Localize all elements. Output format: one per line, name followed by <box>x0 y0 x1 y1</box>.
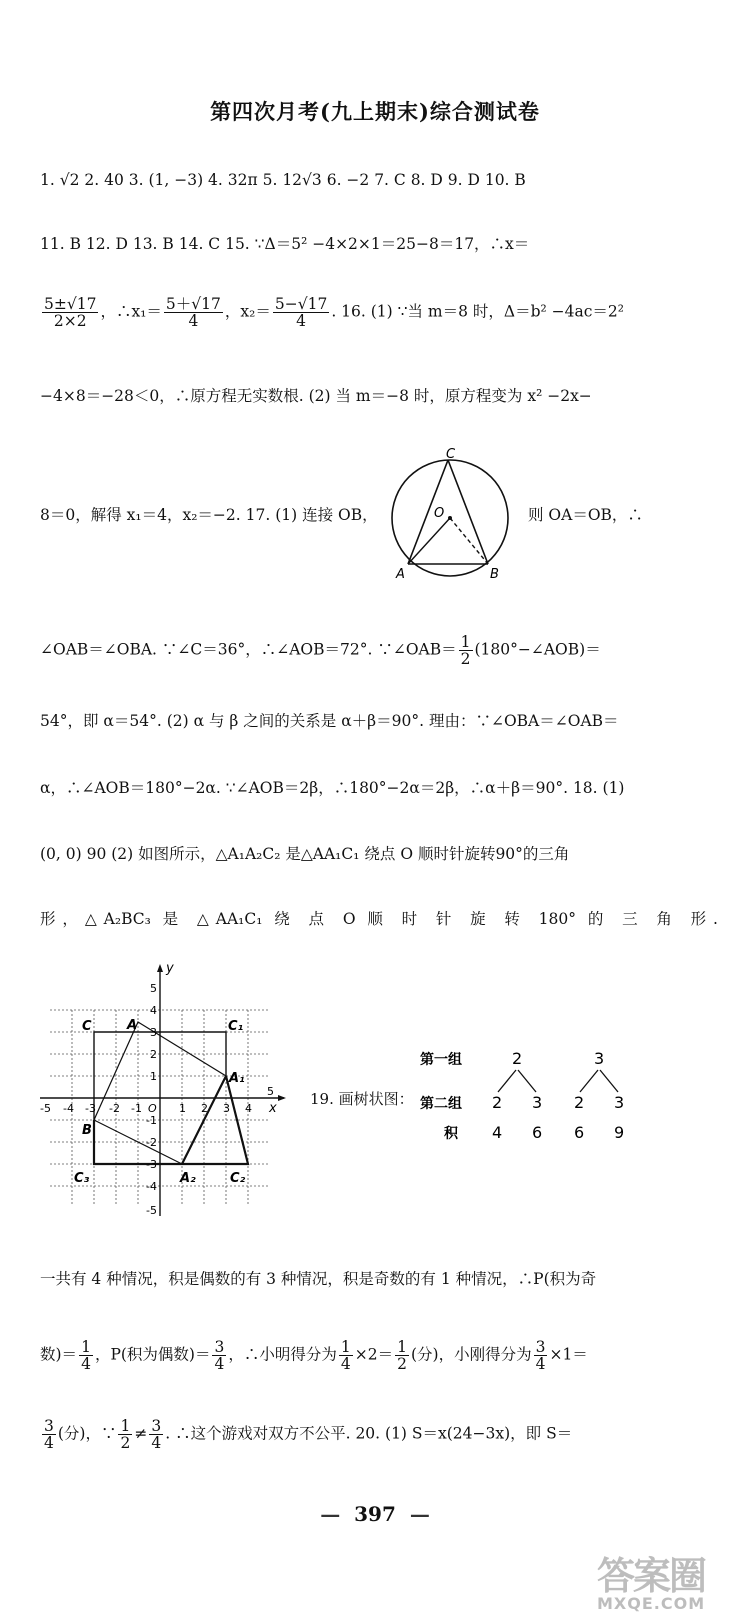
fraction: $\frac{3}{4}$ <box>214 1338 225 1373</box>
y-tick: -3 <box>146 1158 157 1171</box>
answer-line-13: $\frac{3}{4}$ (分)，∵ $\frac{1}{2}$ ≠ $\frac{3}{4}$ . ∴这个游戏对双方不公平. 20. (1) S＝x(24−3x)，即 S＝ <box>44 1417 573 1452</box>
y-tick: -5 <box>146 1204 157 1217</box>
point-label-c3: C₃ <box>74 1171 90 1186</box>
y-tick: 1 <box>150 1070 157 1083</box>
answer-line-8: α，∴∠AOB＝180°−2α. ∵∠AOB＝2β，∴180°−2α＝2β，∴α＋β＝90°. 18. (1) <box>40 779 625 797</box>
point-label-a: A <box>396 567 405 582</box>
tree-node: 2 <box>574 1093 585 1112</box>
x-axis-label: x <box>269 1101 277 1116</box>
fraction: $\frac{5\pm√17}{2\times 2}$ <box>44 295 97 330</box>
y-tick: -2 <box>146 1136 157 1149</box>
answer-line-4: −4×8＝−28＜0，∴原方程无实数根. (2) 当 m＝−8 时，原方程变为 x² −2x− <box>40 387 592 405</box>
y-tick: -4 <box>146 1180 157 1193</box>
answer-line-12: 数)＝ $\frac{1}{4}$ ，P(积为偶数)＝ $\frac{3}{4}$ ，∴小明得分为 $\frac{1}{4}$ ×2＝ $\frac{1}{2}$ (分)，小刚得分为 $\frac{3}{4}$ ×1＝ <box>40 1338 588 1373</box>
tree-product: 6 <box>532 1123 543 1142</box>
point-label-c1: C₁ <box>228 1019 244 1034</box>
x-tick: 3 <box>223 1102 230 1115</box>
point-label-a1: A₁ <box>229 1071 245 1086</box>
fraction: $\frac{1}{2}$ <box>460 633 471 668</box>
answer-line-7: 54°，即 α＝54°. (2) α 与 β 之间的关系是 α＋β＝90°. 理由：∵∠OBA＝∠OAB＝ <box>40 712 619 730</box>
answer-line-9: (0, 0) 90 (2) 如图所示，△A₁A₂C₂ 是△AA₁C₁ 绕点 O 顺时针旋转90°的三角 <box>40 845 570 863</box>
answer-line-2: 11. B 12. D 13. B 14. C 15. ∵Δ＝5² −4×2×1＝25−8＝17，∴x＝ <box>40 235 530 253</box>
tree-node: 3 <box>594 1049 605 1068</box>
x-tick: 2 <box>201 1102 208 1115</box>
tree-node: 2 <box>492 1093 503 1112</box>
tree-product: 4 <box>492 1123 503 1142</box>
point-label-c2: C₂ <box>230 1171 246 1186</box>
point-label-a: A <box>127 1018 138 1033</box>
point-label-a2: A₂ <box>180 1171 196 1186</box>
y-tick: 4 <box>150 1004 157 1017</box>
tree-node: 3 <box>614 1093 625 1112</box>
y-tick: 3 <box>150 1026 157 1039</box>
answer-line-5a: 8＝0，解得 x₁＝4，x₂＝−2. 17. (1) 连接 OB， <box>40 506 378 524</box>
tree-row-label: 第一组 <box>420 1052 462 1068</box>
y-tick: 2 <box>150 1048 157 1061</box>
point-label-b: B <box>490 567 499 582</box>
tree-node: 3 <box>532 1093 543 1112</box>
tree-node: 2 <box>512 1049 523 1068</box>
site-watermark: 答案圈 MXQE.COM <box>597 1554 706 1613</box>
fraction: $\frac{5+√17}{4}$ <box>165 295 221 330</box>
fraction: $\frac{1}{2}$ <box>120 1417 131 1452</box>
coordinate-grid-diagram <box>30 958 300 1248</box>
answer-line-3: $\frac{5\pm√17}{2\times 2}$ ，∴x₁＝ $\frac{5+√17}{4}$ ，x₂＝ $\frac{5-√17}{4}$ . 16. (1) ∵当 m＝8 时，Δ＝b² −4ac＝2² <box>44 295 625 330</box>
point-label-b: B <box>82 1123 92 1138</box>
y-axis-label: y <box>166 961 174 976</box>
x-tick: -3 <box>85 1102 96 1115</box>
tree-diagram <box>420 1048 650 1160</box>
x-tick: -2 <box>109 1102 120 1115</box>
y-tick: 5 <box>150 982 157 995</box>
fraction: $\frac{3}{4}$ <box>44 1417 54 1452</box>
point-label-c: C <box>446 447 456 462</box>
answer-line-11: 一共有 4 种情况，积是偶数的有 3 种情况，积是奇数的有 1 种情况，∴P(积为奇 <box>40 1270 597 1288</box>
answer-line-6: ∠OAB＝∠OBA. ∵∠C＝36°，∴∠AOB＝72°. ∵∠OAB＝ $\frac{1}{2}$ (180°−∠AOB)＝ <box>40 633 601 668</box>
point-label-c: C <box>82 1019 92 1034</box>
x-tick: 5 <box>267 1085 274 1098</box>
tree-caption: 19. 画树状图： <box>310 1090 414 1108</box>
x-tick: 4 <box>245 1102 252 1115</box>
fraction: $\frac{1}{2}$ <box>397 1338 407 1373</box>
fraction: $\frac{3}{4}$ <box>151 1417 162 1452</box>
fraction: $\frac{1}{4}$ <box>81 1338 91 1373</box>
answer-line-5b: 则 OA＝OB，∴ <box>528 506 643 524</box>
answer-line-1: 1. √2 2. 40 3. (1, −3) 4. 32π 5. 12√3 6. −2 7. C 8. D 9. D 10. B <box>40 171 526 189</box>
origin-label: O <box>148 1102 157 1115</box>
page-title: 第四次月考(九上期末)综合测试卷 <box>210 99 540 124</box>
fraction: $\frac{5-√17}{4}$ <box>274 295 328 330</box>
tree-product: 9 <box>614 1123 625 1142</box>
point-label-o: O <box>434 506 445 521</box>
tree-row-label: 第二组 <box>420 1096 462 1112</box>
page-number: — 397 — <box>320 1502 430 1526</box>
circle-diagram <box>388 444 520 584</box>
x-tick: -1 <box>131 1102 142 1115</box>
tree-row-label: 积 <box>444 1126 458 1142</box>
fraction: $\frac{3}{4}$ <box>535 1338 546 1373</box>
x-tick: -4 <box>63 1102 74 1115</box>
answer-line-10: 形，△A₂BC₃ 是 △AA₁C₁ 绕 点 O 顺 时 针 旋 转 180° 的 三 角 形. <box>40 910 718 928</box>
fraction: $\frac{1}{4}$ <box>340 1338 351 1373</box>
x-tick: -5 <box>40 1102 51 1115</box>
y-tick: -1 <box>146 1114 157 1127</box>
tree-product: 6 <box>574 1123 585 1142</box>
x-tick: 1 <box>179 1102 186 1115</box>
